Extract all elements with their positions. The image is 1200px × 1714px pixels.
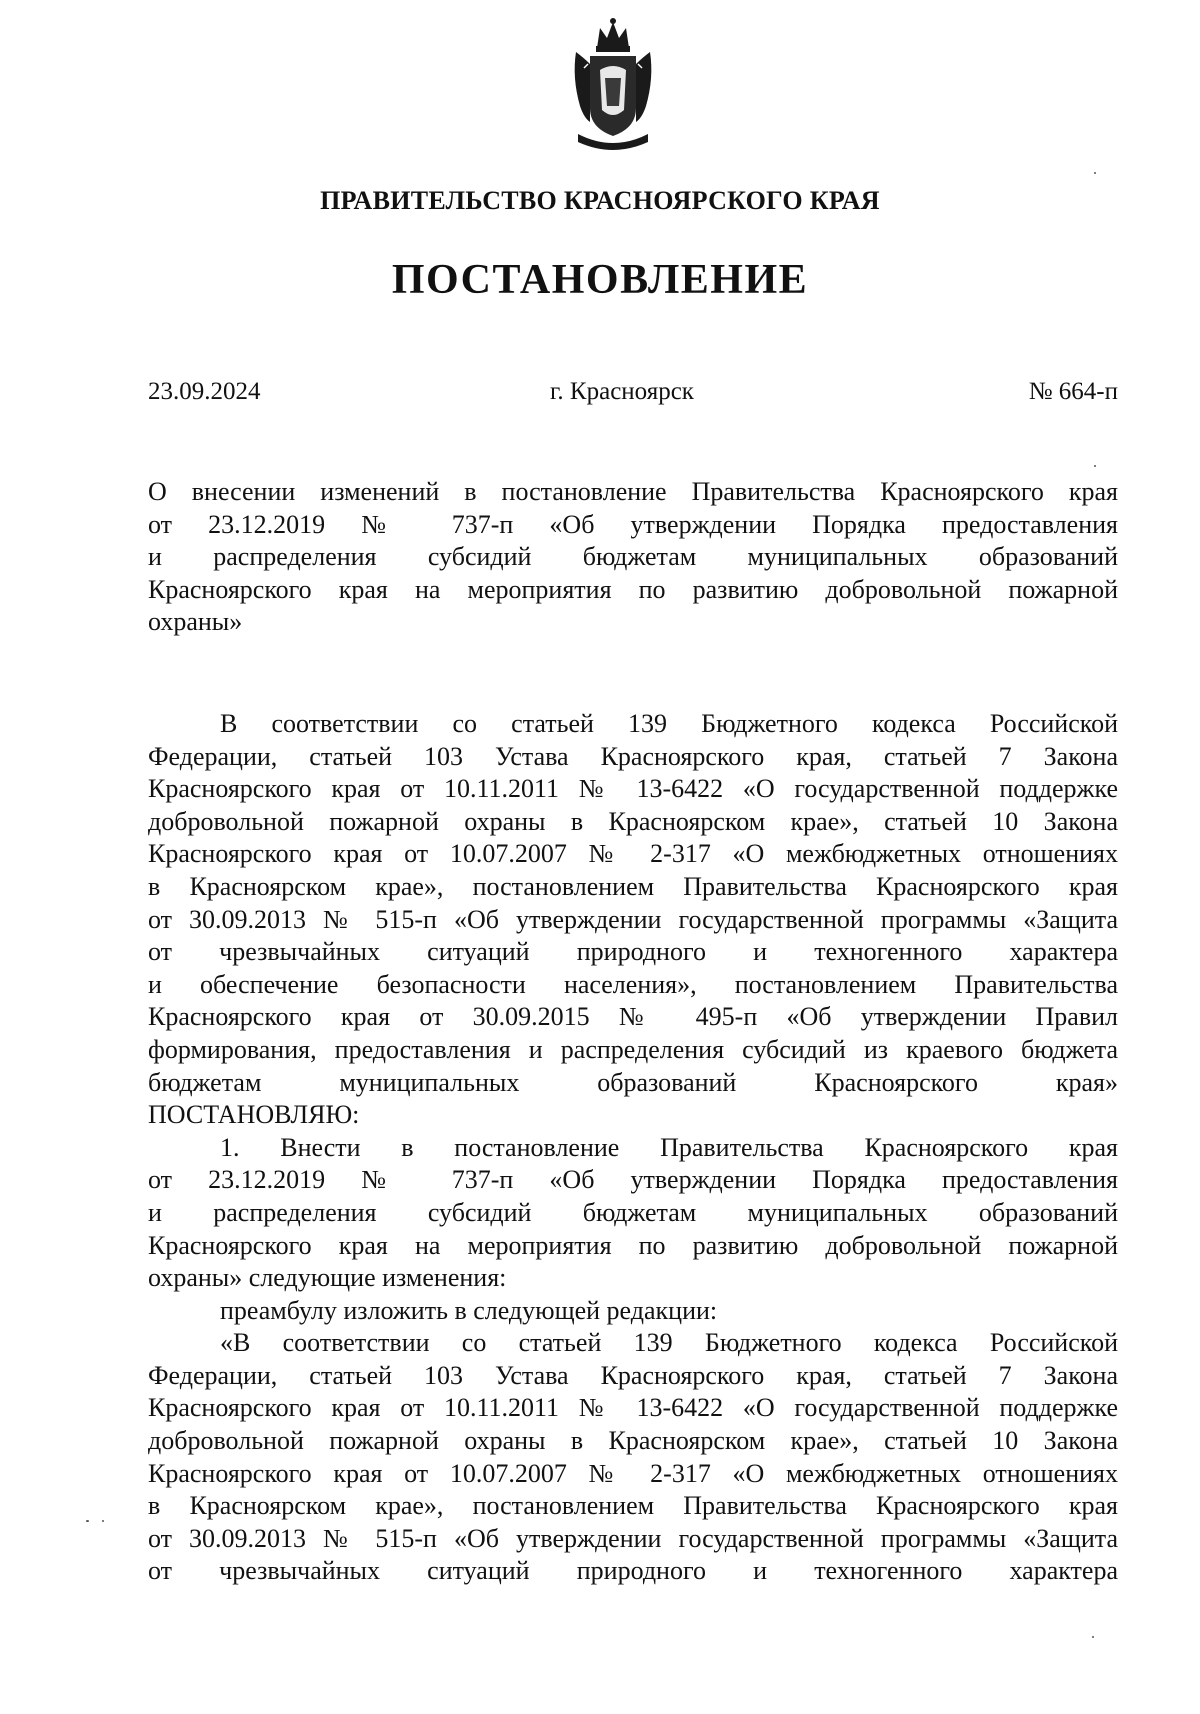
body-line: Федерации, статьей 103 Устава Красноярского края, статьей 7 Закона — [148, 1360, 1118, 1390]
resolution-word: ПОСТАНОВЛЯЮ: — [148, 1100, 360, 1130]
document-city: г. Красноярск — [550, 378, 694, 405]
body-line: Красноярского края от 30.09.2015 № 495-п «Об утверждении Правил — [148, 1002, 1118, 1032]
body-line: добровольной пожарной охраны в Красноярском крае», статьей 10 Закона — [148, 1426, 1118, 1456]
scan-speck — [1094, 465, 1096, 467]
body-line: и обеспечение безопасности населения», постановлением Правительства — [148, 969, 1118, 999]
scan-speck — [1092, 1636, 1094, 1638]
body-line: в Красноярском крае», постановлением Правительства Красноярского края — [148, 871, 1118, 901]
body-line: Красноярского края от 10.07.2007 № 2-317 «О межбюджетных отношениях — [148, 839, 1118, 869]
scan-speck — [86, 1520, 89, 1522]
body-line: от 30.09.2013 № 515-п «Об утверждении государственной программы «Защита — [148, 904, 1118, 934]
document-body — [148, 708, 1118, 1588]
body-line: В соответствии со статьей 139 Бюджетного кодекса Российской — [220, 709, 1118, 738]
document-date: 23.09.2024 — [148, 378, 261, 405]
body-line: от 30.09.2013 № 515-п «Об утверждении государственной программы «Защита — [148, 1523, 1118, 1553]
body-line: Красноярского края на мероприятия по развитию добровольной пожарной — [148, 1230, 1118, 1260]
body-line: и распределения субсидий бюджетам муниципальных образований — [148, 1197, 1118, 1227]
body-line: формирования, предоставления и распределения субсидий из краевого бюджета — [148, 1034, 1118, 1064]
body-line: от чрезвычайных ситуаций природного и техногенного характера — [148, 937, 1118, 967]
document-number: № 664-п — [1028, 378, 1118, 405]
subject-line: и распределения субсидий бюджетам муниципальных образований — [148, 542, 1118, 572]
document-subject — [148, 476, 1118, 639]
body-line: Красноярского края от 10.11.2011 № 13-6422 «О государственной поддержке — [148, 774, 1118, 804]
body-line: добровольной пожарной охраны в Красноярском крае», статьей 10 Закона — [148, 806, 1118, 836]
krasnoyarsk-coat-of-arms-icon — [570, 18, 656, 152]
scan-speck — [1094, 172, 1096, 174]
subject-line: О внесении изменений в постановление Правительства Красноярского края — [148, 477, 1118, 506]
body-line: бюджетам муниципальных образований Красноярского края» — [148, 1067, 1118, 1097]
body-line: охраны» следующие изменения: — [148, 1263, 507, 1293]
subject-line: охраны» — [148, 607, 243, 637]
body-line: Федерации, статьей 103 Устава Красноярского края, статьей 7 Закона — [148, 741, 1118, 771]
scan-speck — [102, 1520, 104, 1522]
subject-line: от 23.12.2019 № 737-п «Об утверждении Порядка предоставления — [148, 509, 1118, 539]
body-line: от чрезвычайных ситуаций природного и техногенного характера — [148, 1556, 1118, 1586]
body-line: «В соответствии со статьей 139 Бюджетного кодекса Российской — [220, 1328, 1118, 1358]
body-line: Красноярского края от 10.11.2011 № 13-6422 «О государственной поддержке — [148, 1393, 1118, 1423]
body-line: от 23.12.2019 № 737-п «Об утверждении Порядка предоставления — [148, 1165, 1118, 1195]
body-line: 1. Внести в постановление Правительства Красноярского края — [220, 1132, 1118, 1162]
organization-name: ПРАВИТЕЛЬСТВО КРАСНОЯРСКОГО КРАЯ — [320, 186, 880, 215]
subject-line: Красноярского края на мероприятия по развитию добровольной пожарной — [148, 574, 1118, 604]
body-line: Красноярского края от 10.07.2007 № 2-317 «О межбюджетных отношениях — [148, 1458, 1118, 1488]
body-line: преамбулу изложить в следующей редакции: — [220, 1295, 718, 1325]
body-line: в Красноярском крае», постановлением Правительства Красноярского края — [148, 1491, 1118, 1521]
document-type-title: ПОСТАНОВЛЕНИЕ — [391, 257, 809, 303]
